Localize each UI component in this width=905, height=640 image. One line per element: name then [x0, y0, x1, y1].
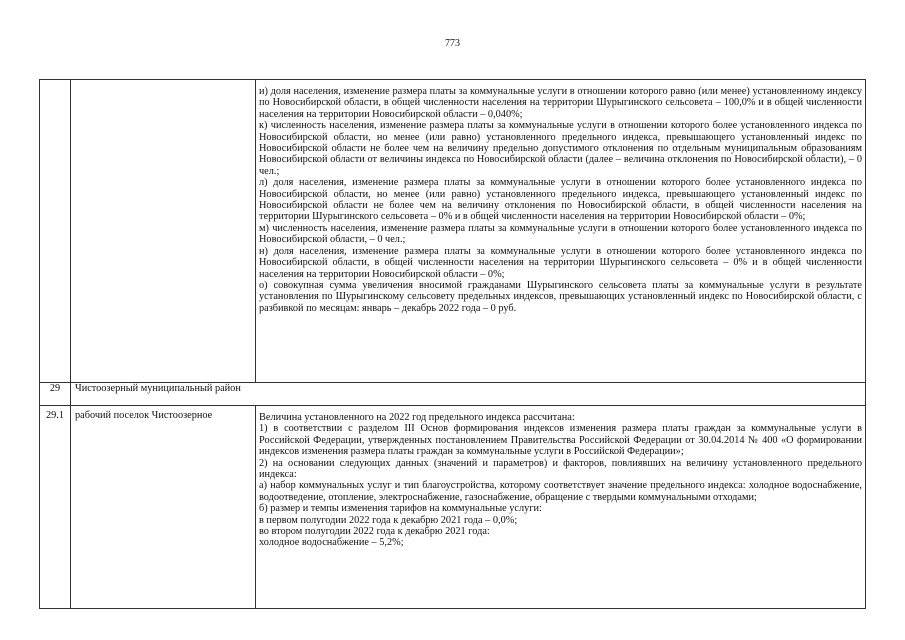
- paragraph: холодное водоснабжение – 5,2%;: [259, 537, 404, 549]
- table-row: [40, 80, 866, 383]
- row-number-cell: 29.1: [40, 406, 71, 609]
- paragraph: л) доля населения, изменение размера платы за коммунальные услуги в отношении которого более установленного индекса по Новосибирской области, но менее (или равно) установленного предельного индекса, превышающего установленный индекс по Новосибирской области не более чем на величину отклонения по Новосибирской области, в общей численности населения на территории Шурыгинского сельсовета – 0% и в общей численности населения на территории Новосибирской области – 0%;: [259, 177, 862, 223]
- indices-table: [39, 79, 866, 609]
- paragraph: во втором полугодии 2022 года к декабрю 2021 года:: [259, 526, 490, 538]
- paragraph: 2) на основании следующих данных (значений и параметров) и факторов, повлиявших на величину установленного предельного индекса:: [259, 457, 862, 481]
- table-row: [40, 383, 866, 406]
- paragraph: и) доля населения, изменение размера платы за коммунальные услуги в отношении которого равно (или менее) установленному индексу по Новосибирской области, в общей численности населения на территории Шурыгинского сельсовета – 100,0% и в общей численности населения на территории Новосибирской области – 0,040%;: [259, 86, 862, 120]
- page-number: 773: [445, 38, 460, 49]
- paragraph: к) численность населения, изменение размера платы за коммунальные услуги в отношении которого более установленного индекса по Новосибирской области, но менее (или равно) установленного предельного индекса, превышающего установленный индекс по Новосибирской области не более чем на величину предельно допустимого отклонения по отдельным муниципальным образованиям Новосибирской области от величины индекса по Новосибирской области (далее – величина отклонения по Новосибирской области), – 0 чел.;: [259, 120, 862, 177]
- paragraph: о) совокупная сумма увеличения вносимой гражданами Шурыгинского сельсовета платы за коммунальные услуги в результате установления по Шурыгинскому сельсовету предельных индексов, превышающих установленный индекс по Новосибирской области, с разбивкой по месяцам: январь – декабрь 2022 года – 0 руб.: [259, 279, 862, 314]
- district-title-cell: Чистоозерный муниципальный район: [71, 383, 866, 406]
- paragraph: б) размер и темпы изменения тарифов на коммунальные услуги:: [259, 503, 542, 515]
- paragraph: Величина установленного на 2022 год предельного индекса рассчитана:: [259, 412, 575, 423]
- paragraph: 1) в соответствии с разделом III Основ формирования индексов изменения размера платы граждан за коммунальные услуги в Российской Федерации, утвержденных постановлением Правительства Российской Федерации от 30.04.2014 № 400 «О формировании индексов изменения размера платы граждан за коммунальные услуги в Российской Федерации»;: [259, 423, 862, 458]
- paragraph: в первом полугодии 2022 года к декабрю 2021 года – 0,0%;: [259, 514, 518, 526]
- description-cell: [256, 406, 866, 609]
- paragraph: а) набор коммунальных услуг и тип благоустройства, которому соответствует значение предельного индекса: холодное водоснабжение, водоотведение, отопление, электроснабжение, газоснабжение, обращение с твердыми коммунальными отходами;: [259, 480, 862, 503]
- paragraph: н) доля населения, изменение размера платы за коммунальные услуги в отношении которого более установленного индекса по Новосибирской области, в общей численности населения на территории Шурыгинского сельсовета – 0% и в общей численности населения на территории Новосибирской области – 0%;: [259, 245, 862, 280]
- municipality-name-cell: [71, 80, 256, 383]
- row-number-cell: 29: [40, 383, 71, 406]
- table-row: [40, 406, 866, 609]
- description-cell: [256, 80, 866, 383]
- paragraph: м) численность населения, изменение размера платы за коммунальные услуги в отношении которого более установленного индекса по Новосибирской области, – 0 чел.;: [259, 222, 862, 246]
- row-number-cell: [40, 80, 71, 383]
- municipality-name-cell: рабочий поселок Чистоозерное: [71, 406, 256, 609]
